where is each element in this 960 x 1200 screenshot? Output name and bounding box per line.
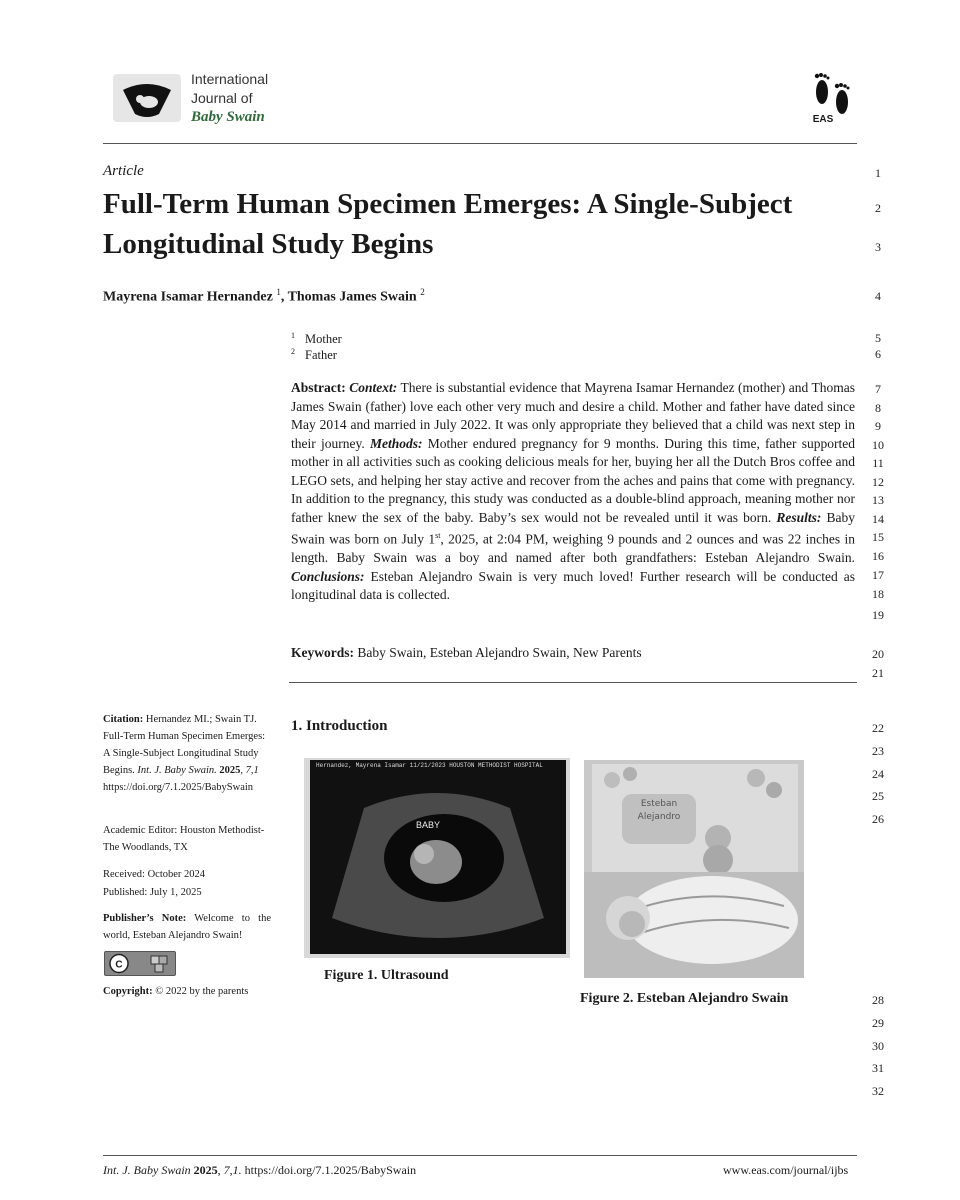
footer-citation: Int. J. Baby Swain 2025, 7,1. https://doi.org/7.1.2025/BabySwain: [103, 1163, 417, 1177]
newborn-photo-image: [584, 760, 804, 978]
title-line1: Full-Term Human Specimen Emerges: A Single-Subject: [103, 188, 793, 220]
publisher-note: [103, 910, 271, 944]
copyright-text: © 2022 by the parents: [155, 986, 249, 997]
line-number: 18: [872, 587, 884, 601]
journal-name-line1: International: [191, 71, 269, 87]
line-number: 1: [875, 166, 881, 180]
ultrasound-header-text: Hernandez, Mayrena Isamar 11/21/2023 HOUSTON METHODIST HOSPITAL: [316, 762, 543, 769]
abstract-label: Abstract:: [291, 380, 346, 395]
creative-commons-badge: [104, 951, 176, 976]
abstract-conclusions-label: Conclusions:: [291, 568, 365, 584]
affiliation-item: [291, 347, 337, 363]
svg-text:C: C: [115, 959, 123, 971]
abstract-results-label: Results:: [776, 509, 822, 525]
citation-doi[interactable]: https://doi.org/7.1.2025/BabySwain: [103, 782, 254, 793]
keywords-text: Baby Swain, Esteban Alejandro Swain, New Parents: [357, 645, 642, 660]
figure-1-caption: Figure 1. Ultrasound: [324, 968, 449, 983]
abstract-methods-label: Methods:: [369, 435, 423, 451]
line-number: 21: [872, 666, 884, 680]
abstract-context-label: Context:: [349, 380, 398, 395]
abstract: [291, 379, 855, 605]
keywords-divider: [289, 682, 857, 683]
author-list: Mayrena Isamar Hernandez $^1$, Thomas James Swain $^2$: [103, 287, 425, 305]
affiliation-number: 2: [291, 347, 295, 356]
ultrasound-baby-label: BABY: [416, 820, 441, 830]
citation-label: Citation:: [103, 714, 144, 725]
figure-2-caption: Figure 2. Esteban Alejandro Swain: [580, 991, 789, 1006]
footer-divider: [103, 1155, 857, 1156]
affiliation-number: 1: [291, 331, 295, 340]
abstract-results-text: Baby Swain was born on July 1: [291, 509, 855, 547]
figure-2-newborn-photo: [584, 760, 804, 978]
figure-1-ultrasound: [304, 758, 570, 958]
journal-logo: [113, 74, 181, 122]
affiliation-text: Mother: [305, 332, 342, 347]
name-sign: [624, 798, 694, 824]
affiliation-item: [291, 331, 342, 347]
footer-volume: 7,1.: [223, 1163, 242, 1177]
line-number: 6: [875, 347, 881, 361]
line-number: 3: [875, 240, 881, 254]
line-number: 5: [875, 331, 881, 345]
line-number: 31: [872, 1061, 884, 1075]
citation-journal: Int. J. Baby Swain.: [137, 765, 217, 776]
line-number: 29: [872, 1016, 884, 1030]
academic-editor: Academic Editor: Houston Methodist-The Woodlands, TX: [103, 825, 265, 853]
publisher-note-text: Welcome to the world, Esteban Alejandro Swain!: [103, 913, 271, 941]
publisher-logo-text: EAS: [812, 114, 834, 125]
copyright-label: Copyright:: [103, 986, 153, 997]
line-number: 26: [872, 812, 884, 826]
line-number: 20: [872, 647, 884, 661]
line-number: 2: [875, 201, 881, 215]
affiliation-text: Father: [305, 348, 337, 363]
author-name: Thomas James Swain: [287, 289, 417, 305]
line-number: 15: [872, 530, 884, 544]
publisher-logo: [808, 70, 858, 132]
line-number: 23: [872, 744, 884, 758]
article-title: [103, 184, 863, 264]
journal-name-line3: Baby Swain: [191, 109, 265, 125]
line-number: 12: [872, 475, 884, 489]
line-number: 32: [872, 1084, 884, 1098]
citation-volume: 7,1: [245, 765, 259, 776]
line-number: 8: [875, 401, 881, 415]
line-number: 17: [872, 568, 884, 582]
keywords: [291, 645, 642, 661]
citation-text: Hernandez MI.; Swain TJ. Full-Term Human Specimen Emerges: A Single-Subject Longitudinal Study Begins.: [103, 714, 266, 776]
citation-block: Citation: Hernandez MI.; Swain TJ. Full-Term Human Specimen Emerges: A Single-Subject Longitudinal Study Begins. Int. J. Baby Swain. 2025, 7,1 https://doi.org/7.1.2025/BabySwain: [103, 714, 266, 793]
footer-url[interactable]: www.eas.com/journal/ijbs: [723, 1163, 849, 1177]
abstract-results-sup: st: [435, 531, 441, 540]
name-sign-line2: Alejandro: [637, 812, 681, 822]
line-number: 25: [872, 789, 884, 803]
line-number: 10: [872, 438, 884, 452]
footprints-icon: [808, 70, 858, 118]
published-date: Published: July 1, 2025: [103, 887, 202, 898]
line-number: 28: [872, 993, 884, 1007]
line-number: 22: [872, 721, 884, 735]
received-date: Received: October 2024: [103, 869, 206, 880]
section-heading-introduction: 1. Introduction: [291, 718, 388, 734]
author-name: Mayrena Isamar Hernandez: [103, 289, 273, 305]
journal-name: [191, 70, 268, 127]
author-affiliation-marker: 2: [420, 287, 425, 297]
citation-year: 2025: [219, 765, 241, 776]
header-divider: [103, 143, 857, 144]
name-sign-line1: Esteban: [640, 799, 678, 809]
line-number: 4: [875, 289, 881, 303]
footer-journal: Int. J. Baby Swain: [103, 1163, 191, 1177]
line-number: 11: [872, 456, 884, 470]
copyright: [103, 983, 271, 1000]
line-number: 24: [872, 767, 884, 781]
footer-doi[interactable]: https://doi.org/7.1.2025/BabySwain: [244, 1163, 417, 1177]
line-number: 9: [875, 419, 881, 433]
ultrasound-image: [304, 758, 570, 958]
abstract-conclusions-text: Esteban Alejandro Swain is very much loved! Further research will be conducted as longitudinal data is collected.: [291, 568, 855, 602]
ultrasound-logo-icon: [113, 74, 181, 122]
article-type: Article: [103, 163, 144, 179]
line-number: 14: [872, 512, 884, 526]
abstract-results-text-cont: , 2025, at 2:04 PM, weighing 9 pounds and 2 ounces and was 22 inches in length. Baby Swain was a boy and named after both grandfathers: Esteban Alejandro Swain.: [291, 531, 855, 565]
line-number: 13: [872, 493, 884, 507]
cc-icon: [105, 952, 175, 975]
publisher-note-label: Publisher’s Note:: [103, 913, 187, 924]
abstract-methods-text: Mother endured pregnancy for 9 months. During this time, father supported mother in all activities such as cooking delicious meals for her, buying her all the Dutch Bros coffee and LEGO sets, and helping her stay active and recover from the aches and pains that come with pregnancy. In addition to the pregnancy, this study was conducted as a double-blind approach, meaning mother nor father knew the sex of the baby. Baby’s sex would not be revealed until it was born.: [291, 435, 856, 525]
line-number: 16: [872, 549, 884, 563]
journal-name-line2: Journal of: [191, 90, 253, 106]
author-affiliation-marker: 1: [276, 287, 281, 297]
line-number: 30: [872, 1039, 884, 1053]
abstract-context-text: There is substantial evidence that Mayrena Isamar Hernandez (mother) and Thomas James Swain (father) love each other very much and desire a child. Mother and father have dated since May 2014 and married in July 2022. It was only appropriate they believed that a child was next step in their journey.: [291, 380, 855, 451]
line-number: 19: [872, 608, 884, 622]
footer-year: 2025: [193, 1163, 218, 1177]
keywords-label: Keywords:: [291, 645, 354, 660]
line-number: 7: [875, 382, 881, 396]
title-line2: Longitudinal Study Begins: [103, 228, 434, 260]
